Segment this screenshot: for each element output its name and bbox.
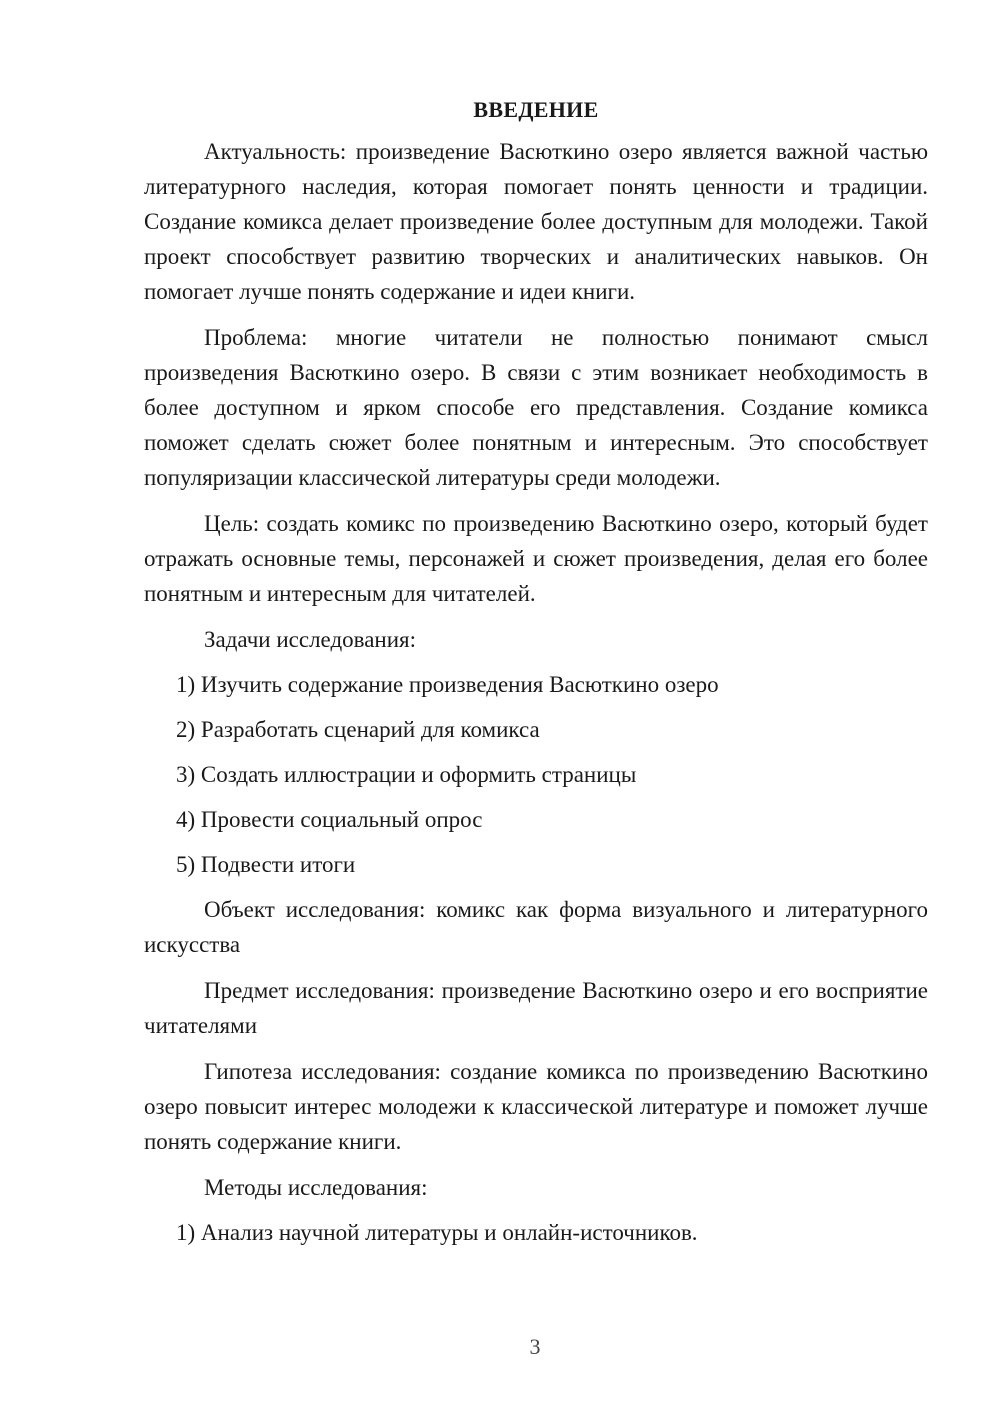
methods-label: Методы исследования: xyxy=(204,1175,428,1200)
subject-paragraph: Предмет исследования: произведение Васюткино озеро и его восприятие читателями xyxy=(144,978,928,1038)
page-number: 3 xyxy=(529,1334,541,1359)
list-item: 2) Разработать сценарий для комикса xyxy=(176,717,540,742)
relevance-paragraph: Актуальность: произведение Васюткино озеро является важной частью литературного наследия, которая помогает понять ценности и традиции. Создание комикса делает произведение более доступным для молодежи. Такой проект способствует развитию творческих и аналитических навыков. Он помогает лучше понять содержание и идеи книги. xyxy=(144,139,928,304)
tasks-label: Задачи исследования: xyxy=(204,627,417,652)
list-item: 5) Подвести итоги xyxy=(176,852,356,877)
list-item: 4) Провести социальный опрос xyxy=(176,807,483,832)
tasks-list xyxy=(144,667,928,882)
goal-paragraph: Цель: создать комикс по произведению Васюткино озеро, который будет отражать основные темы, персонажей и сюжет произведения, делая его более понятным и интересным для читателей. xyxy=(144,511,928,606)
list-item: 1) Анализ научной литературы и онлайн-источников. xyxy=(176,1220,698,1245)
list-item: 3) Создать иллюстрации и оформить страницы xyxy=(176,762,637,787)
object-paragraph: Объект исследования: комикс как форма визуального и литературного искусства xyxy=(144,897,928,957)
page-content xyxy=(144,92,928,1260)
problem-paragraph: Проблема: многие читатели не полностью понимают смысл произведения Васюткино озеро. В связи с этим возникает необходимость в более доступном и ярком способе его представления. Создание комикса поможет сделать сюжет более понятным и интересным. Это способствует популяризации классической литературы среди молодежи. xyxy=(144,325,928,490)
hypothesis-paragraph: Гипотеза исследования: создание комикса по произведению Васюткино озеро повысит интерес молодежи к классической литературе и поможет лучше понять содержание книги. xyxy=(144,1059,928,1154)
list-item: 1) Изучить содержание произведения Васюткино озеро xyxy=(176,672,719,697)
section-title: ВВЕДЕНИЕ xyxy=(473,97,599,122)
methods-list xyxy=(144,1215,928,1250)
